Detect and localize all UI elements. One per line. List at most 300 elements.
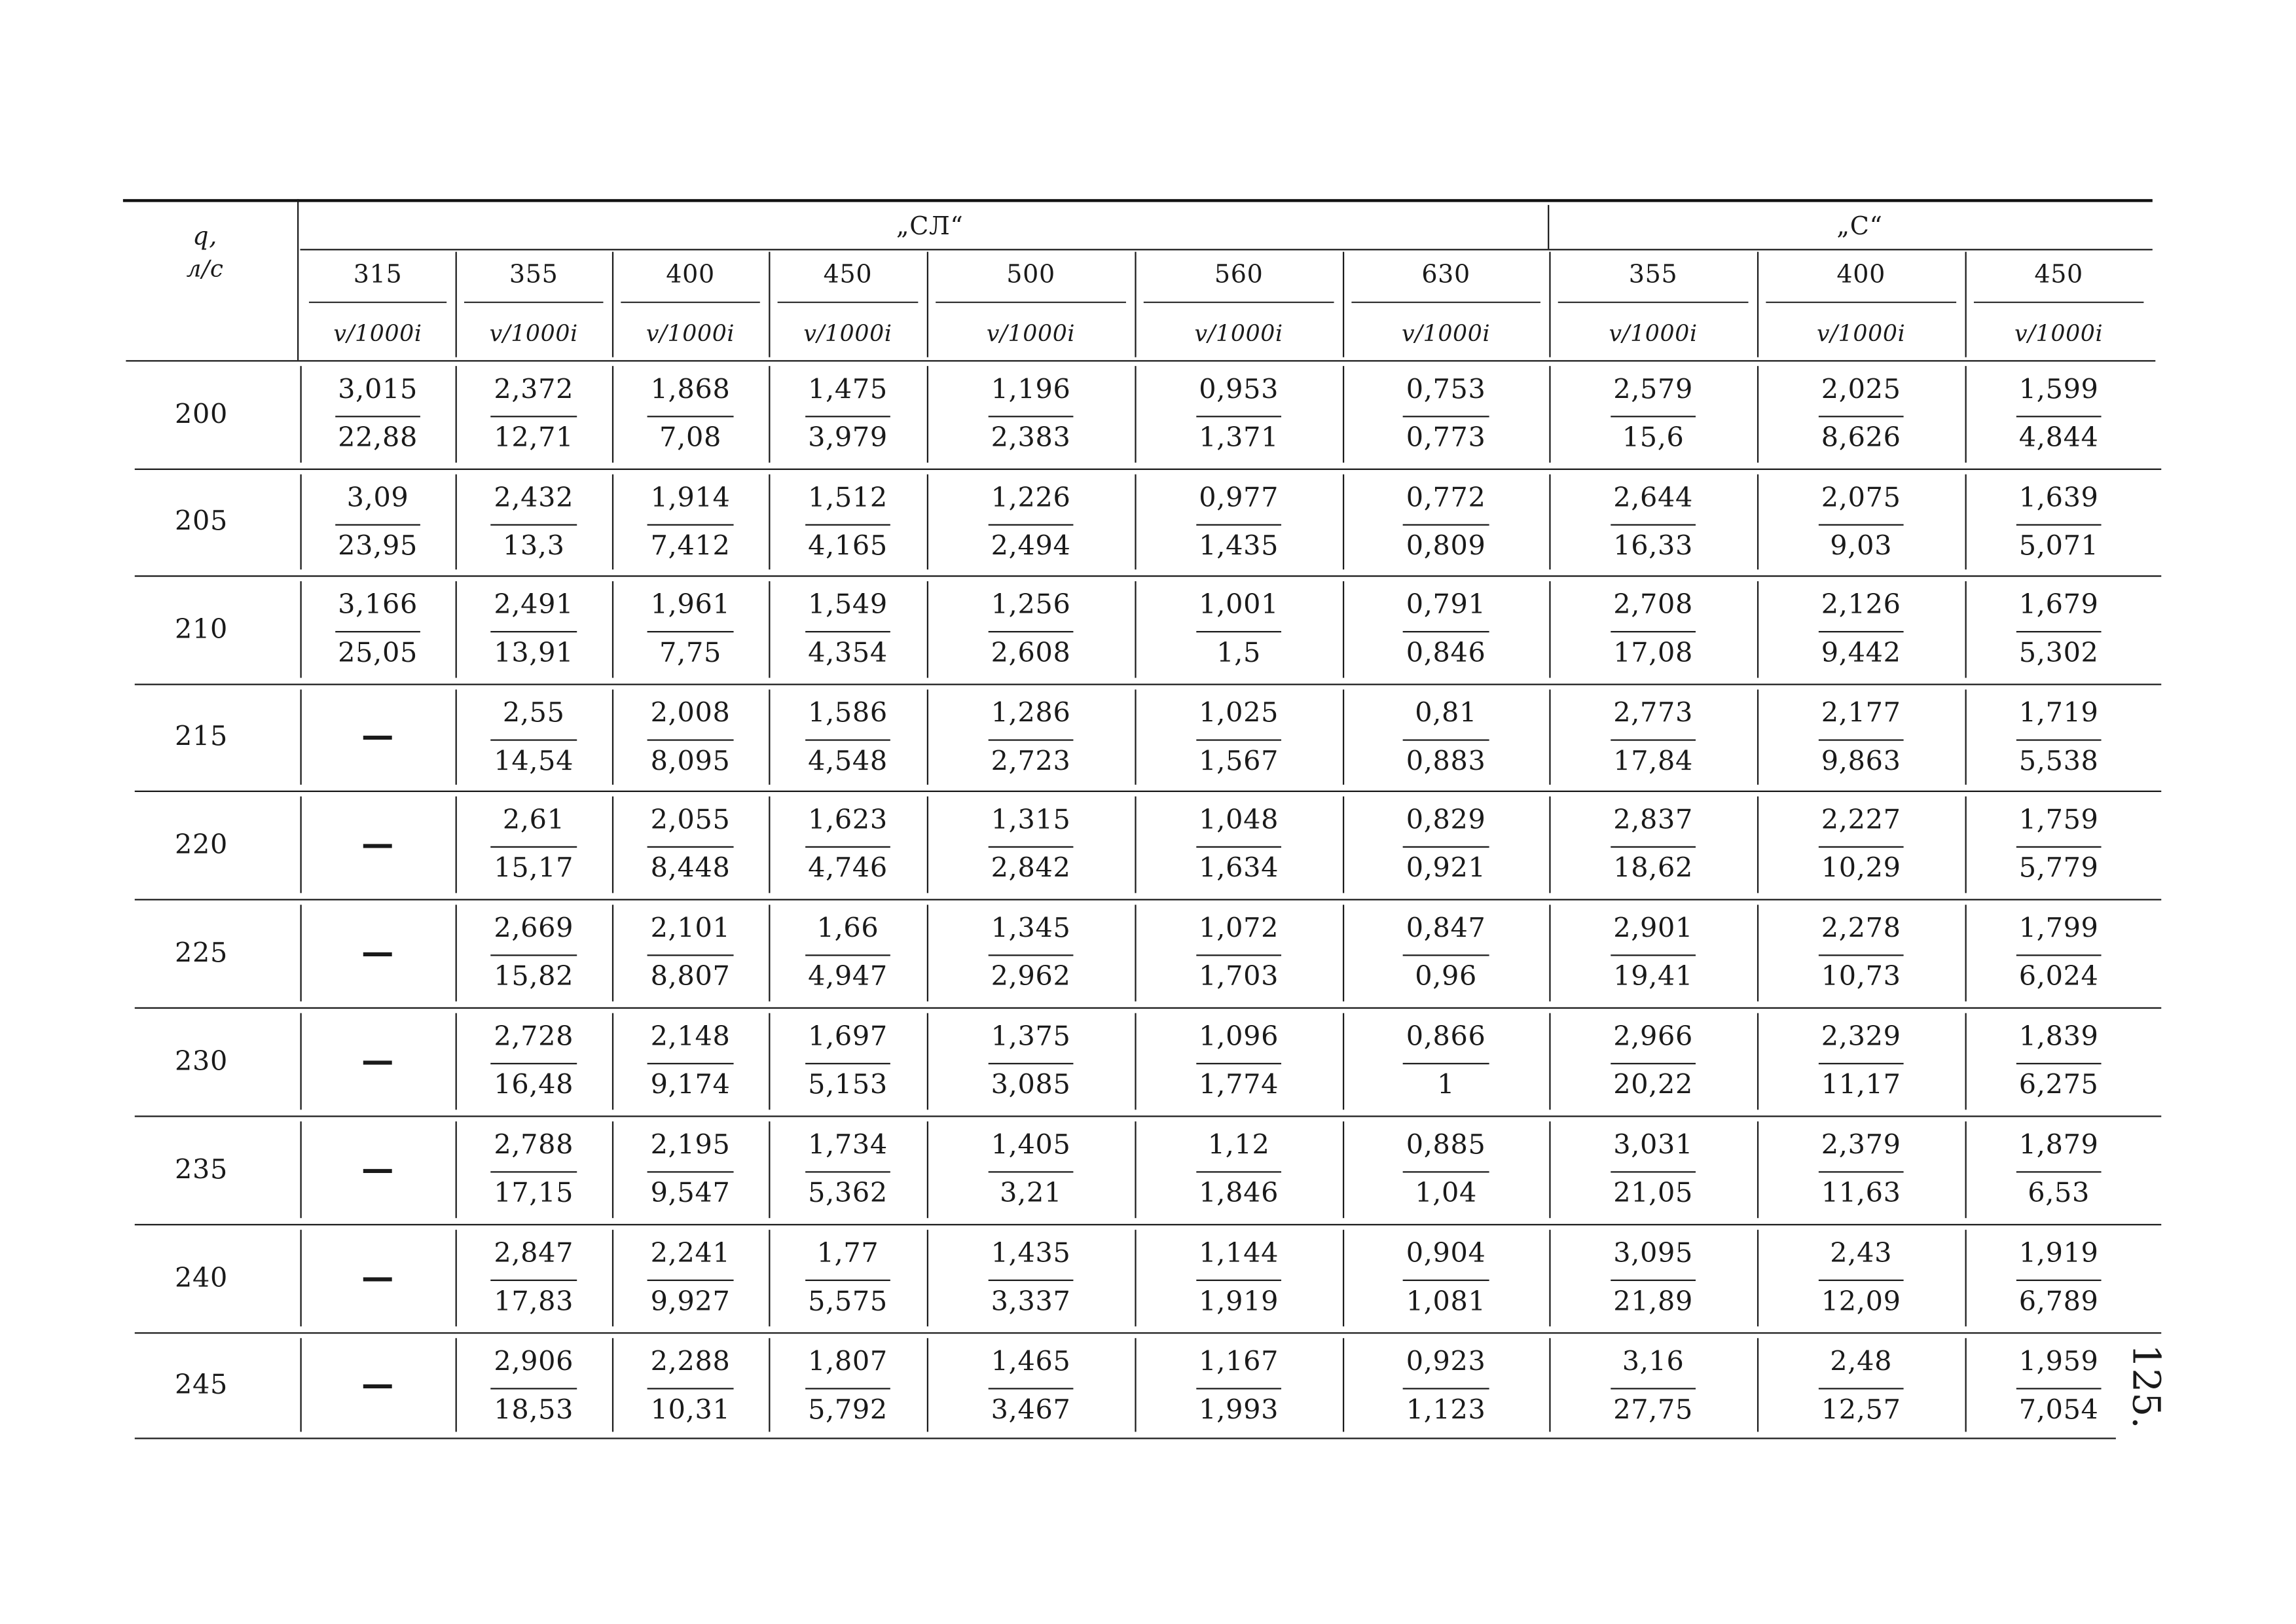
- velocity-loss-fraction: [1343, 914, 1549, 994]
- velocity-value: 2,329: [1821, 1022, 1901, 1053]
- head-loss-value: 5,779: [2018, 853, 2099, 884]
- fraction-bar: [1403, 954, 1489, 956]
- velocity-value: 2,491: [494, 590, 574, 621]
- column-sublabel: v/1000i: [333, 320, 422, 348]
- head-loss-value: 9,442: [1821, 638, 1901, 670]
- head-loss-value: 4,844: [2018, 423, 2099, 454]
- velocity-loss-fraction: [456, 698, 612, 779]
- velocity-loss-fraction: [612, 914, 769, 994]
- velocity-value: 2,372: [494, 374, 574, 406]
- velocity-value: 1,697: [808, 1022, 888, 1053]
- head-loss-value: 22,88: [338, 423, 418, 454]
- velocity-value: 2,906: [494, 1346, 574, 1378]
- h-rule: [464, 302, 603, 303]
- h-rule: [135, 469, 2161, 470]
- fraction-bar: [1611, 1063, 1696, 1064]
- velocity-loss-fraction: [612, 805, 769, 886]
- velocity-loss-fraction: [1135, 1238, 1343, 1319]
- velocity-loss-fraction: [612, 1347, 769, 1428]
- velocity-loss-fraction: [1549, 375, 1757, 456]
- fraction-bar: [647, 524, 733, 526]
- empty-dash: —: [361, 1151, 394, 1189]
- head-loss-value: 0,809: [1406, 531, 1486, 562]
- fraction-bar: [988, 846, 1074, 848]
- fraction-bar: [1403, 1171, 1489, 1172]
- velocity-value: 0,923: [1406, 1346, 1486, 1378]
- velocity-value: 2,669: [494, 913, 574, 945]
- velocity-value: 2,966: [1613, 1022, 1694, 1053]
- velocity-value: 3,09: [346, 483, 409, 514]
- velocity-value: 1,512: [808, 483, 888, 514]
- fraction-bar: [1818, 416, 1904, 417]
- velocity-loss-fraction: [927, 590, 1135, 670]
- h-rule: [621, 302, 759, 303]
- velocity-value: 1,435: [991, 1238, 1071, 1270]
- velocity-value: 1,599: [2018, 374, 2099, 406]
- head-loss-value: 4,165: [808, 531, 888, 562]
- head-loss-value: 5,071: [2018, 531, 2099, 562]
- velocity-loss-fraction: [301, 590, 456, 670]
- velocity-value: 2,708: [1613, 590, 1694, 621]
- velocity-loss-fraction: [456, 1347, 612, 1428]
- head-loss-value: 1,919: [1199, 1286, 1279, 1318]
- fraction-bar: [988, 739, 1074, 740]
- empty-dash: —: [361, 1366, 394, 1403]
- velocity-value: 1,256: [991, 590, 1071, 621]
- fraction-bar: [2016, 631, 2102, 632]
- velocity-value: 2,195: [650, 1130, 731, 1161]
- head-loss-value: 0,921: [1406, 853, 1486, 884]
- velocity-loss-fraction: [1135, 914, 1343, 994]
- fraction-bar: [335, 524, 421, 526]
- h-rule: [1558, 302, 1749, 303]
- empty-dash: —: [361, 826, 394, 863]
- head-loss-value: 6,789: [2018, 1286, 2099, 1318]
- velocity-value: 2,788: [494, 1130, 574, 1161]
- fraction-bar: [647, 631, 733, 632]
- velocity-value: 2,43: [1830, 1238, 1893, 1270]
- row-q-value: 210: [175, 614, 228, 645]
- head-loss-value: 11,63: [1821, 1178, 1901, 1210]
- fraction-bar: [1403, 1388, 1489, 1389]
- head-loss-value: 1: [1437, 1070, 1455, 1101]
- head-loss-value: 8,807: [650, 962, 731, 993]
- head-loss-value: 3,21: [1000, 1178, 1062, 1210]
- velocity-loss-fraction: [769, 698, 927, 779]
- velocity-value: 1,66: [816, 913, 879, 945]
- velocity-loss-fraction: [1965, 805, 2153, 886]
- velocity-value: 3,015: [338, 374, 418, 406]
- group-header-s: „С“: [1836, 212, 1883, 242]
- head-loss-value: 0,883: [1406, 746, 1486, 778]
- head-loss-value: 19,41: [1613, 962, 1694, 993]
- head-loss-value: 2,842: [991, 853, 1071, 884]
- velocity-loss-fraction: [1965, 698, 2153, 779]
- column-diameter: 400: [666, 261, 715, 290]
- head-loss-value: 2,383: [991, 423, 1071, 454]
- head-loss-value: 8,448: [650, 853, 731, 884]
- fraction-bar: [1403, 631, 1489, 632]
- fraction-bar: [1403, 846, 1489, 848]
- h-rule: [1144, 302, 1334, 303]
- velocity-value: 1,001: [1199, 590, 1279, 621]
- velocity-loss-fraction: [612, 1022, 769, 1102]
- fraction-bar: [1196, 416, 1282, 417]
- column-diameter: 630: [1421, 261, 1470, 290]
- fraction-bar: [1611, 524, 1696, 526]
- fraction-bar: [1818, 631, 1904, 632]
- velocity-value: 1,12: [1207, 1130, 1270, 1161]
- fraction-bar: [1196, 1280, 1282, 1281]
- column-sublabel: v/1000i: [2014, 320, 2104, 348]
- head-loss-value: 9,547: [650, 1178, 731, 1210]
- fraction-bar: [2016, 954, 2102, 956]
- velocity-loss-fraction: [1965, 375, 2153, 456]
- head-loss-value: 1,371: [1199, 423, 1279, 454]
- head-loss-value: 8,095: [650, 746, 731, 778]
- fraction-bar: [1196, 739, 1282, 740]
- velocity-loss-fraction: [769, 1130, 927, 1211]
- velocity-value: 3,166: [338, 590, 418, 621]
- head-loss-value: 1,634: [1199, 853, 1279, 884]
- fraction-bar: [988, 631, 1074, 632]
- fraction-bar: [491, 631, 577, 632]
- h-rule: [309, 302, 446, 303]
- head-loss-value: 1,123: [1406, 1395, 1486, 1426]
- velocity-loss-fraction: [1135, 1347, 1343, 1428]
- velocity-loss-fraction: [1343, 375, 1549, 456]
- head-loss-value: 7,75: [659, 638, 721, 670]
- head-loss-value: 8,626: [1821, 423, 1901, 454]
- fraction-bar: [491, 1388, 577, 1389]
- velocity-value: 1,807: [808, 1346, 888, 1378]
- head-loss-value: 4,746: [808, 853, 888, 884]
- velocity-value: 3,031: [1613, 1130, 1694, 1161]
- head-loss-value: 0,846: [1406, 638, 1486, 670]
- velocity-value: 2,579: [1613, 374, 1694, 406]
- fraction-bar: [2016, 1388, 2102, 1389]
- h-rule: [936, 302, 1126, 303]
- fraction-bar: [2016, 1063, 2102, 1064]
- head-loss-value: 1,081: [1406, 1286, 1486, 1318]
- velocity-value: 1,719: [2018, 698, 2099, 729]
- velocity-value: 2,075: [1821, 483, 1901, 514]
- velocity-loss-fraction: [927, 483, 1135, 564]
- velocity-loss-fraction: [1549, 914, 1757, 994]
- head-loss-value: 11,17: [1821, 1070, 1901, 1101]
- head-loss-value: 9,174: [650, 1070, 731, 1101]
- head-loss-value: 4,947: [808, 962, 888, 993]
- velocity-value: 2,55: [502, 698, 565, 729]
- head-loss-value: 10,73: [1821, 962, 1901, 993]
- velocity-value: 0,753: [1406, 374, 1486, 406]
- fraction-bar: [1196, 631, 1282, 632]
- head-loss-value: 5,362: [808, 1178, 888, 1210]
- velocity-loss-fraction: [1135, 698, 1343, 779]
- q-symbol: q,: [192, 222, 217, 252]
- velocity-loss-fraction: [769, 914, 927, 994]
- velocity-value: 0,885: [1406, 1130, 1486, 1161]
- velocity-loss-fraction: [769, 1238, 927, 1319]
- head-loss-value: 17,84: [1613, 746, 1694, 778]
- velocity-value: 1,959: [2018, 1346, 2099, 1378]
- velocity-value: 2,177: [1821, 698, 1901, 729]
- head-loss-value: 2,962: [991, 962, 1071, 993]
- velocity-value: 0,977: [1199, 483, 1279, 514]
- q-unit: л/с: [186, 254, 224, 282]
- velocity-loss-fraction: [927, 805, 1135, 886]
- velocity-value: 2,379: [1821, 1130, 1901, 1161]
- fraction-bar: [335, 631, 421, 632]
- velocity-value: 1,226: [991, 483, 1071, 514]
- head-loss-value: 1,04: [1415, 1178, 1478, 1210]
- head-loss-value: 3,467: [991, 1395, 1071, 1426]
- velocity-loss-fraction: [769, 1347, 927, 1428]
- velocity-loss-fraction: [612, 590, 769, 670]
- fraction-bar: [1818, 739, 1904, 740]
- column-sublabel: v/1000i: [1609, 320, 1698, 348]
- fraction-bar: [988, 416, 1074, 417]
- velocity-value: 1,475: [808, 374, 888, 406]
- head-loss-value: 1,435: [1199, 531, 1279, 562]
- velocity-value: 0,81: [1415, 698, 1478, 729]
- fraction-bar: [805, 416, 891, 417]
- velocity-loss-fraction: [1549, 805, 1757, 886]
- head-loss-value: 0,96: [1415, 962, 1478, 993]
- velocity-value: 2,773: [1613, 698, 1694, 729]
- page-number: 125.: [2123, 1344, 2168, 1429]
- row-q-value: 215: [175, 721, 228, 753]
- velocity-loss-fraction: [612, 698, 769, 779]
- velocity-value: 1,799: [2018, 913, 2099, 945]
- velocity-loss-fraction: [1757, 698, 1965, 779]
- velocity-value: 1,839: [2018, 1022, 2099, 1053]
- fraction-bar: [988, 1388, 1074, 1389]
- head-loss-value: 2,608: [991, 638, 1071, 670]
- head-loss-value: 20,22: [1613, 1070, 1694, 1101]
- head-loss-value: 16,48: [494, 1070, 574, 1101]
- velocity-loss-fraction: [456, 1130, 612, 1211]
- velocity-loss-fraction: [1549, 1130, 1757, 1211]
- velocity-value: 2,847: [494, 1238, 574, 1270]
- velocity-value: 1,623: [808, 805, 888, 837]
- head-loss-value: 5,792: [808, 1395, 888, 1426]
- head-loss-value: 13,91: [494, 638, 574, 670]
- fraction-bar: [805, 1388, 891, 1389]
- velocity-value: 2,837: [1613, 805, 1694, 837]
- velocity-loss-fraction: [1343, 698, 1549, 779]
- column-sublabel: v/1000i: [1194, 320, 1283, 348]
- velocity-loss-fraction: [1343, 1238, 1549, 1319]
- h-rule: [135, 1437, 2116, 1439]
- head-loss-value: 1,846: [1199, 1178, 1279, 1210]
- velocity-loss-fraction: [927, 1130, 1135, 1211]
- velocity-value: 2,48: [1830, 1346, 1893, 1378]
- velocity-value: 1,144: [1199, 1238, 1279, 1270]
- column-sublabel: v/1000i: [1401, 320, 1491, 348]
- fraction-bar: [647, 739, 733, 740]
- fraction-bar: [1403, 1063, 1489, 1064]
- fraction-bar: [2016, 846, 2102, 848]
- velocity-value: 1,679: [2018, 590, 2099, 621]
- head-loss-value: 1,774: [1199, 1070, 1279, 1101]
- v-rule: [1548, 205, 1549, 249]
- velocity-value: 1,919: [2018, 1238, 2099, 1270]
- velocity-value: 2,241: [650, 1238, 731, 1270]
- head-loss-value: 2,723: [991, 746, 1071, 778]
- fraction-bar: [1818, 1388, 1904, 1389]
- fraction-bar: [1611, 416, 1696, 417]
- h-rule: [301, 249, 2153, 250]
- fraction-bar: [805, 954, 891, 956]
- velocity-value: 2,025: [1821, 374, 1901, 406]
- empty-dash: —: [361, 935, 394, 971]
- velocity-value: 2,901: [1613, 913, 1694, 945]
- velocity-loss-fraction: [1343, 483, 1549, 564]
- head-loss-value: 4,354: [808, 638, 888, 670]
- velocity-loss-fraction: [927, 698, 1135, 779]
- velocity-value: 0,953: [1199, 374, 1279, 406]
- velocity-value: 2,644: [1613, 483, 1694, 514]
- h-rule: [778, 302, 919, 303]
- head-loss-value: 18,62: [1613, 853, 1694, 884]
- velocity-value: 2,008: [650, 698, 731, 729]
- row-q-value: 245: [175, 1369, 228, 1401]
- fraction-bar: [1196, 1063, 1282, 1064]
- column-sublabel: v/1000i: [646, 320, 735, 348]
- velocity-loss-fraction: [456, 805, 612, 886]
- velocity-value: 2,055: [650, 805, 731, 837]
- velocity-loss-fraction: [927, 1347, 1135, 1428]
- fraction-bar: [805, 524, 891, 526]
- velocity-loss-fraction: [1757, 805, 1965, 886]
- velocity-loss-fraction: [1135, 1130, 1343, 1211]
- head-loss-value: 1,703: [1199, 962, 1279, 993]
- column-diameter: 315: [353, 261, 403, 290]
- fraction-bar: [1818, 1063, 1904, 1064]
- velocity-value: 1,025: [1199, 698, 1279, 729]
- velocity-loss-fraction: [927, 1022, 1135, 1102]
- velocity-value: 1,868: [650, 374, 731, 406]
- head-loss-value: 0,773: [1406, 423, 1486, 454]
- velocity-loss-fraction: [1757, 1238, 1965, 1319]
- head-loss-value: 4,548: [808, 746, 888, 778]
- velocity-value: 1,961: [650, 590, 731, 621]
- column-diameter: 400: [1836, 261, 1886, 290]
- head-loss-value: 9,863: [1821, 746, 1901, 778]
- fraction-bar: [805, 631, 891, 632]
- head-loss-value: 25,05: [338, 638, 418, 670]
- h-rule: [123, 199, 2153, 202]
- velocity-loss-fraction: [1549, 1347, 1757, 1428]
- fraction-bar: [335, 416, 421, 417]
- fraction-bar: [1818, 846, 1904, 848]
- head-loss-value: 3,979: [808, 423, 888, 454]
- empty-dash: —: [361, 719, 394, 756]
- velocity-value: 1,096: [1199, 1022, 1279, 1053]
- fraction-bar: [1403, 524, 1489, 526]
- velocity-value: 0,904: [1406, 1238, 1486, 1270]
- column-diameter: 500: [1006, 261, 1055, 290]
- velocity-loss-fraction: [1343, 1022, 1549, 1102]
- column-diameter: 355: [1628, 261, 1678, 290]
- fraction-bar: [1818, 1280, 1904, 1281]
- fraction-bar: [988, 1171, 1074, 1172]
- row-q-value: 205: [175, 506, 228, 537]
- fraction-bar: [1611, 739, 1696, 740]
- velocity-value: 1,072: [1199, 913, 1279, 945]
- fraction-bar: [1611, 846, 1696, 848]
- velocity-value: 1,315: [991, 805, 1071, 837]
- h-rule: [135, 575, 2161, 577]
- velocity-value: 1,549: [808, 590, 888, 621]
- group-header-sl: „СЛ“: [896, 212, 964, 242]
- head-loss-value: 3,085: [991, 1070, 1071, 1101]
- fraction-bar: [491, 1280, 577, 1281]
- velocity-value: 1,759: [2018, 805, 2099, 837]
- fraction-bar: [1611, 1388, 1696, 1389]
- velocity-loss-fraction: [612, 375, 769, 456]
- h-rule: [1974, 302, 2143, 303]
- v-rule: [297, 199, 299, 360]
- head-loss-value: 5,302: [2018, 638, 2099, 670]
- fraction-bar: [491, 954, 577, 956]
- head-loss-value: 17,15: [494, 1178, 574, 1210]
- head-loss-value: 12,57: [1821, 1395, 1901, 1426]
- fraction-bar: [2016, 739, 2102, 740]
- velocity-value: 2,432: [494, 483, 574, 514]
- head-loss-value: 6,53: [2028, 1178, 2090, 1210]
- velocity-value: 2,148: [650, 1022, 731, 1053]
- velocity-loss-fraction: [1757, 375, 1965, 456]
- velocity-value: 0,866: [1406, 1022, 1486, 1053]
- fraction-bar: [647, 954, 733, 956]
- h-rule: [126, 360, 2155, 361]
- fraction-bar: [988, 1280, 1074, 1281]
- velocity-loss-fraction: [1965, 914, 2153, 994]
- head-loss-value: 18,53: [494, 1395, 574, 1426]
- fraction-bar: [1403, 739, 1489, 740]
- velocity-loss-fraction: [927, 1238, 1135, 1319]
- head-loss-value: 17,08: [1613, 638, 1694, 670]
- head-loss-value: 2,494: [991, 531, 1071, 562]
- velocity-loss-fraction: [1549, 483, 1757, 564]
- velocity-value: 1,77: [816, 1238, 879, 1270]
- velocity-loss-fraction: [1965, 1130, 2153, 1211]
- fraction-bar: [647, 1280, 733, 1281]
- h-rule: [1351, 302, 1540, 303]
- column-sublabel: v/1000i: [803, 320, 892, 348]
- empty-dash: —: [361, 1259, 394, 1297]
- velocity-loss-fraction: [769, 483, 927, 564]
- column-diameter: 355: [509, 261, 558, 290]
- velocity-loss-fraction: [1135, 375, 1343, 456]
- fraction-bar: [1403, 416, 1489, 417]
- fraction-bar: [1196, 1388, 1282, 1389]
- fraction-bar: [988, 1063, 1074, 1064]
- head-loss-value: 3,337: [991, 1286, 1071, 1318]
- head-loss-value: 15,82: [494, 962, 574, 993]
- fraction-bar: [805, 846, 891, 848]
- head-loss-value: 9,927: [650, 1286, 731, 1318]
- fraction-bar: [1403, 1280, 1489, 1281]
- fraction-bar: [1196, 846, 1282, 848]
- velocity-loss-fraction: [1343, 805, 1549, 886]
- head-loss-value: 7,412: [650, 531, 731, 562]
- velocity-value: 1,734: [808, 1130, 888, 1161]
- velocity-loss-fraction: [1343, 1347, 1549, 1428]
- head-loss-value: 21,89: [1613, 1286, 1694, 1318]
